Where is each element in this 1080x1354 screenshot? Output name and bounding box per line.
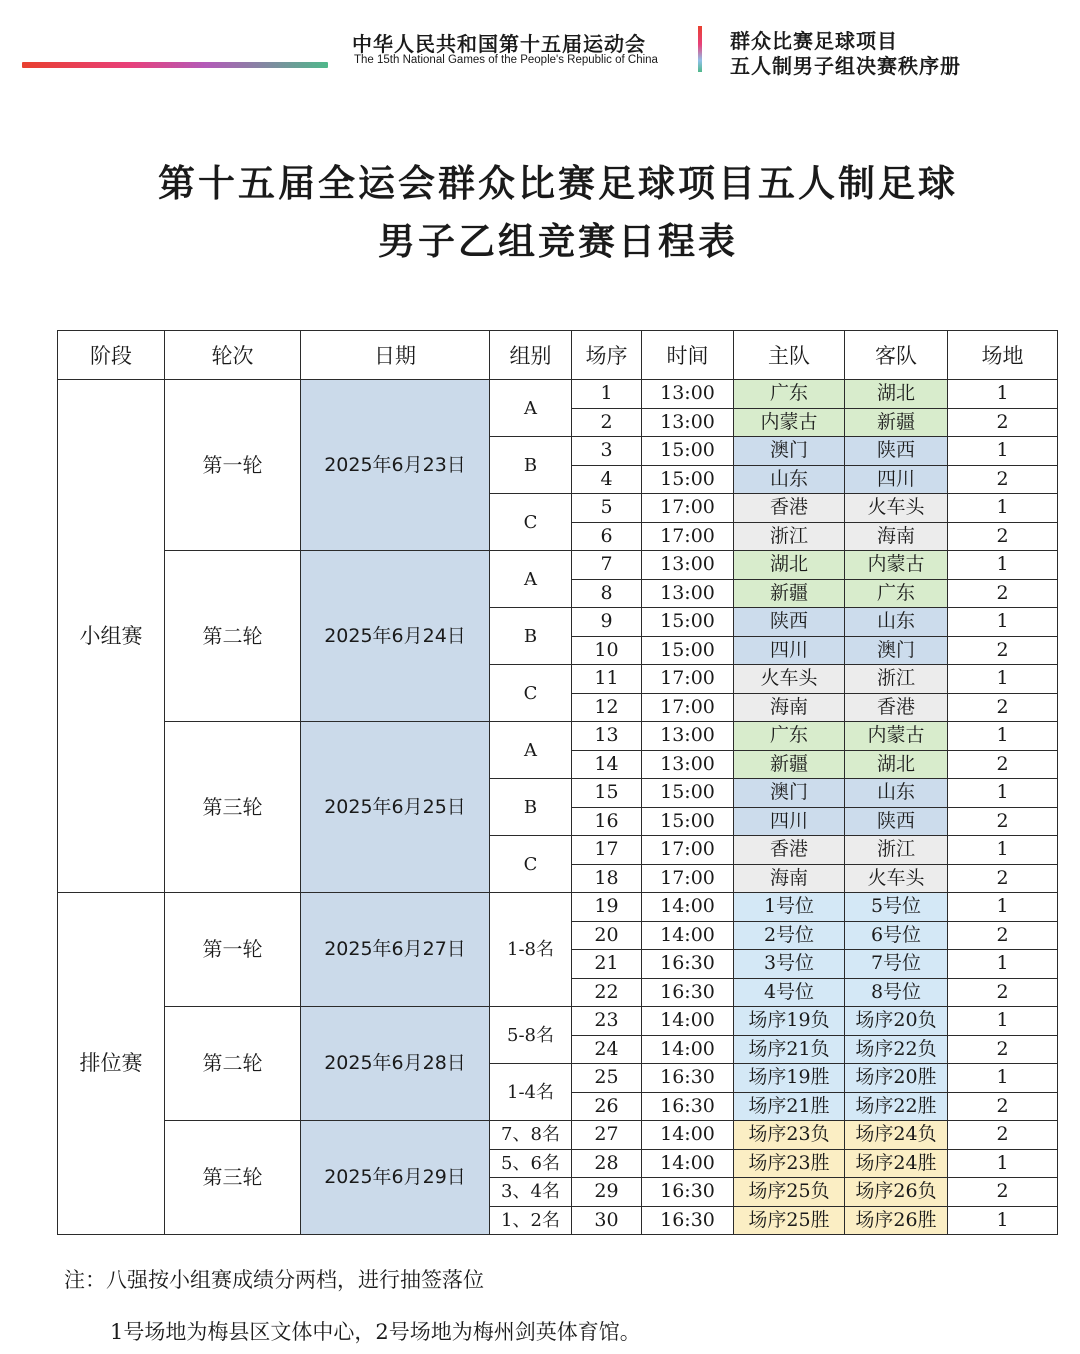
away-team-cell: 湖北 <box>845 380 948 409</box>
home-team-cell: 1号位 <box>734 893 845 922</box>
match-time-cell: 13:00 <box>642 551 734 580</box>
header-cell: 时间 <box>642 331 734 380</box>
venue-cell: 2 <box>948 807 1058 836</box>
home-team-cell: 场序19胜 <box>734 1064 845 1093</box>
away-team-cell: 山东 <box>845 608 948 637</box>
header-org-cn: 中华人民共和国第十五届运动会 <box>352 32 646 56</box>
home-team-cell: 3号位 <box>734 950 845 979</box>
away-team-cell: 8号位 <box>845 978 948 1007</box>
match-time-cell: 13:00 <box>642 408 734 437</box>
venue-cell: 1 <box>948 551 1058 580</box>
header-divider <box>698 26 702 72</box>
away-team-cell: 场序22胜 <box>845 1092 948 1121</box>
home-team-cell: 新疆 <box>734 579 845 608</box>
venue-cell: 1 <box>948 722 1058 751</box>
home-team-cell: 内蒙古 <box>734 408 845 437</box>
home-team-cell: 火车头 <box>734 665 845 694</box>
away-team-cell: 6号位 <box>845 921 948 950</box>
header-cell: 阶段 <box>58 331 165 380</box>
match-seq-cell: 23 <box>572 1007 642 1036</box>
away-team-cell: 内蒙古 <box>845 722 948 751</box>
match-seq-cell: 17 <box>572 836 642 865</box>
home-team-cell: 场序25胜 <box>734 1206 845 1235</box>
venue-cell: 1 <box>948 1064 1058 1093</box>
match-seq-cell: 7 <box>572 551 642 580</box>
match-time-cell: 16:30 <box>642 1064 734 1093</box>
schedule-body <box>58 380 1058 1235</box>
venue-cell: 1 <box>948 1206 1058 1235</box>
date-cell: 2025年6月29日 <box>301 1121 490 1235</box>
away-team-cell: 场序24负 <box>845 1121 948 1150</box>
match-seq-cell: 22 <box>572 978 642 1007</box>
round-cell: 第二轮 <box>165 551 301 722</box>
round-cell: 第三轮 <box>165 722 301 893</box>
away-team-cell: 场序20负 <box>845 1007 948 1036</box>
page-title-line2: 男子乙组竞赛日程表 <box>378 220 738 263</box>
home-team-cell: 湖北 <box>734 551 845 580</box>
match-time-cell: 15:00 <box>642 608 734 637</box>
away-team-cell: 澳门 <box>845 636 948 665</box>
match-seq-cell: 13 <box>572 722 642 751</box>
match-time-cell: 17:00 <box>642 693 734 722</box>
match-time-cell: 14:00 <box>642 1121 734 1150</box>
table-row <box>58 722 1058 751</box>
away-team-cell: 新疆 <box>845 408 948 437</box>
match-seq-cell: 20 <box>572 921 642 950</box>
home-team-cell: 陕西 <box>734 608 845 637</box>
match-seq-cell: 8 <box>572 579 642 608</box>
away-team-cell: 场序26负 <box>845 1178 948 1207</box>
home-team-cell: 2号位 <box>734 921 845 950</box>
away-team-cell: 火车头 <box>845 864 948 893</box>
group-cell: 1-4名 <box>490 1064 572 1121</box>
match-seq-cell: 10 <box>572 636 642 665</box>
group-cell: 3、4名 <box>490 1178 572 1207</box>
match-seq-cell: 4 <box>572 465 642 494</box>
match-time-cell: 13:00 <box>642 750 734 779</box>
venue-cell: 2 <box>948 408 1058 437</box>
venue-cell: 1 <box>948 836 1058 865</box>
match-seq-cell: 16 <box>572 807 642 836</box>
group-cell: C <box>490 665 572 722</box>
match-seq-cell: 26 <box>572 1092 642 1121</box>
home-team-cell: 澳门 <box>734 437 845 466</box>
venue-cell: 1 <box>948 494 1058 523</box>
venue-cell: 2 <box>948 921 1058 950</box>
header-cell: 组别 <box>490 331 572 380</box>
stage-cell: 小组赛 <box>58 380 165 893</box>
group-cell: A <box>490 380 572 437</box>
header-cell: 日期 <box>301 331 490 380</box>
match-seq-cell: 15 <box>572 779 642 808</box>
note-line1: 注：八强按小组赛成绩分两档，进行抽签落位 <box>64 1268 484 1292</box>
home-team-cell: 海南 <box>734 693 845 722</box>
group-cell: A <box>490 551 572 608</box>
match-time-cell: 16:30 <box>642 978 734 1007</box>
match-seq-cell: 1 <box>572 380 642 409</box>
match-time-cell: 16:30 <box>642 1206 734 1235</box>
away-team-cell: 火车头 <box>845 494 948 523</box>
home-team-cell: 场序23胜 <box>734 1149 845 1178</box>
table-row <box>58 1007 1058 1036</box>
header-cell: 轮次 <box>165 331 301 380</box>
venue-cell: 1 <box>948 893 1058 922</box>
venue-cell: 2 <box>948 1121 1058 1150</box>
home-team-cell: 场序23负 <box>734 1121 845 1150</box>
match-seq-cell: 12 <box>572 693 642 722</box>
match-time-cell: 15:00 <box>642 636 734 665</box>
match-time-cell: 17:00 <box>642 836 734 865</box>
venue-cell: 2 <box>948 465 1058 494</box>
match-time-cell: 15:00 <box>642 465 734 494</box>
home-team-cell: 香港 <box>734 836 845 865</box>
match-seq-cell: 21 <box>572 950 642 979</box>
venue-cell: 2 <box>948 978 1058 1007</box>
match-seq-cell: 5 <box>572 494 642 523</box>
match-time-cell: 15:00 <box>642 779 734 808</box>
header-cell: 场序 <box>572 331 642 380</box>
home-team-cell: 广东 <box>734 722 845 751</box>
away-team-cell: 陕西 <box>845 437 948 466</box>
match-time-cell: 17:00 <box>642 864 734 893</box>
match-time-cell: 16:30 <box>642 1092 734 1121</box>
home-team-cell: 海南 <box>734 864 845 893</box>
table-row <box>58 1121 1058 1150</box>
home-team-cell: 广东 <box>734 380 845 409</box>
group-cell: 5-8名 <box>490 1007 572 1064</box>
match-time-cell: 14:00 <box>642 1035 734 1064</box>
venue-cell: 2 <box>948 750 1058 779</box>
home-team-cell: 四川 <box>734 807 845 836</box>
group-cell: 5、6名 <box>490 1149 572 1178</box>
group-cell: 1、2名 <box>490 1206 572 1235</box>
date-cell: 2025年6月23日 <box>301 380 490 551</box>
venue-cell: 2 <box>948 579 1058 608</box>
stage-cell: 排位赛 <box>58 893 165 1235</box>
home-team-cell: 场序21负 <box>734 1035 845 1064</box>
match-time-cell: 14:00 <box>642 1149 734 1178</box>
match-seq-cell: 19 <box>572 893 642 922</box>
home-team-cell: 四川 <box>734 636 845 665</box>
away-team-cell: 场序26胜 <box>845 1206 948 1235</box>
away-team-cell: 场序24胜 <box>845 1149 948 1178</box>
group-cell: 7、8名 <box>490 1121 572 1150</box>
away-team-cell: 浙江 <box>845 665 948 694</box>
away-team-cell: 5号位 <box>845 893 948 922</box>
note-line2: 1号场地为梅县区文体中心，2号场地为梅州剑英体育馆。 <box>110 1320 641 1344</box>
round-cell: 第三轮 <box>165 1121 301 1235</box>
venue-cell: 1 <box>948 437 1058 466</box>
away-team-cell: 7号位 <box>845 950 948 979</box>
away-team-cell: 浙江 <box>845 836 948 865</box>
match-time-cell: 14:00 <box>642 921 734 950</box>
table-row <box>58 380 1058 409</box>
match-seq-cell: 24 <box>572 1035 642 1064</box>
match-time-cell: 17:00 <box>642 494 734 523</box>
match-time-cell: 17:00 <box>642 522 734 551</box>
venue-cell: 1 <box>948 1007 1058 1036</box>
table-header-row <box>58 331 1058 380</box>
home-team-cell: 澳门 <box>734 779 845 808</box>
venue-cell: 1 <box>948 1149 1058 1178</box>
home-team-cell: 4号位 <box>734 978 845 1007</box>
group-cell: 1-8名 <box>490 893 572 1007</box>
group-cell: C <box>490 494 572 551</box>
match-time-cell: 15:00 <box>642 807 734 836</box>
home-team-cell: 场序25负 <box>734 1178 845 1207</box>
away-team-cell: 海南 <box>845 522 948 551</box>
match-seq-cell: 9 <box>572 608 642 637</box>
match-time-cell: 13:00 <box>642 579 734 608</box>
match-time-cell: 13:00 <box>642 380 734 409</box>
away-team-cell: 湖北 <box>845 750 948 779</box>
page-title-line1: 第十五届全运会群众比赛足球项目五人制足球 <box>158 162 958 205</box>
group-cell: C <box>490 836 572 893</box>
header-org-en: The 15th National Games of the People's Republic of China <box>354 54 658 66</box>
match-seq-cell: 30 <box>572 1206 642 1235</box>
venue-cell: 2 <box>948 1035 1058 1064</box>
table-row <box>58 551 1058 580</box>
date-cell: 2025年6月25日 <box>301 722 490 893</box>
round-cell: 第一轮 <box>165 893 301 1007</box>
match-seq-cell: 14 <box>572 750 642 779</box>
date-cell: 2025年6月24日 <box>301 551 490 722</box>
venue-cell: 2 <box>948 522 1058 551</box>
home-team-cell: 山东 <box>734 465 845 494</box>
away-team-cell: 场序20胜 <box>845 1064 948 1093</box>
venue-cell: 1 <box>948 608 1058 637</box>
header-event-title: 群众比赛足球项目 <box>730 29 898 53</box>
match-time-cell: 16:30 <box>642 950 734 979</box>
header-gradient-line <box>22 62 328 68</box>
venue-cell: 1 <box>948 779 1058 808</box>
venue-cell: 2 <box>948 1178 1058 1207</box>
match-seq-cell: 29 <box>572 1178 642 1207</box>
header-cell: 客队 <box>845 331 948 380</box>
round-cell: 第二轮 <box>165 1007 301 1121</box>
header-cell: 主队 <box>734 331 845 380</box>
date-cell: 2025年6月28日 <box>301 1007 490 1121</box>
match-seq-cell: 18 <box>572 864 642 893</box>
venue-cell: 2 <box>948 864 1058 893</box>
away-team-cell: 陕西 <box>845 807 948 836</box>
group-cell: B <box>490 437 572 494</box>
match-time-cell: 16:30 <box>642 1178 734 1207</box>
match-seq-cell: 27 <box>572 1121 642 1150</box>
away-team-cell: 四川 <box>845 465 948 494</box>
match-seq-cell: 3 <box>572 437 642 466</box>
header-cell: 场地 <box>948 331 1058 380</box>
venue-cell: 2 <box>948 1092 1058 1121</box>
home-team-cell: 新疆 <box>734 750 845 779</box>
home-team-cell: 香港 <box>734 494 845 523</box>
match-seq-cell: 11 <box>572 665 642 694</box>
away-team-cell: 广东 <box>845 579 948 608</box>
away-team-cell: 场序22负 <box>845 1035 948 1064</box>
away-team-cell: 香港 <box>845 693 948 722</box>
match-time-cell: 15:00 <box>642 437 734 466</box>
home-team-cell: 场序19负 <box>734 1007 845 1036</box>
match-time-cell: 14:00 <box>642 893 734 922</box>
match-seq-cell: 2 <box>572 408 642 437</box>
match-time-cell: 13:00 <box>642 722 734 751</box>
table-row <box>58 893 1058 922</box>
group-cell: B <box>490 779 572 836</box>
group-cell: B <box>490 608 572 665</box>
venue-cell: 2 <box>948 693 1058 722</box>
home-team-cell: 浙江 <box>734 522 845 551</box>
venue-cell: 1 <box>948 380 1058 409</box>
away-team-cell: 山东 <box>845 779 948 808</box>
venue-cell: 2 <box>948 636 1058 665</box>
venue-cell: 1 <box>948 950 1058 979</box>
away-team-cell: 内蒙古 <box>845 551 948 580</box>
venue-cell: 1 <box>948 665 1058 694</box>
round-cell: 第一轮 <box>165 380 301 551</box>
home-team-cell: 场序21胜 <box>734 1092 845 1121</box>
match-time-cell: 17:00 <box>642 665 734 694</box>
date-cell: 2025年6月27日 <box>301 893 490 1007</box>
group-cell: A <box>490 722 572 779</box>
schedule-table <box>57 330 1058 1235</box>
match-seq-cell: 25 <box>572 1064 642 1093</box>
header-booklet-title: 五人制男子组决赛秩序册 <box>730 54 961 78</box>
match-seq-cell: 28 <box>572 1149 642 1178</box>
match-seq-cell: 6 <box>572 522 642 551</box>
match-time-cell: 14:00 <box>642 1007 734 1036</box>
